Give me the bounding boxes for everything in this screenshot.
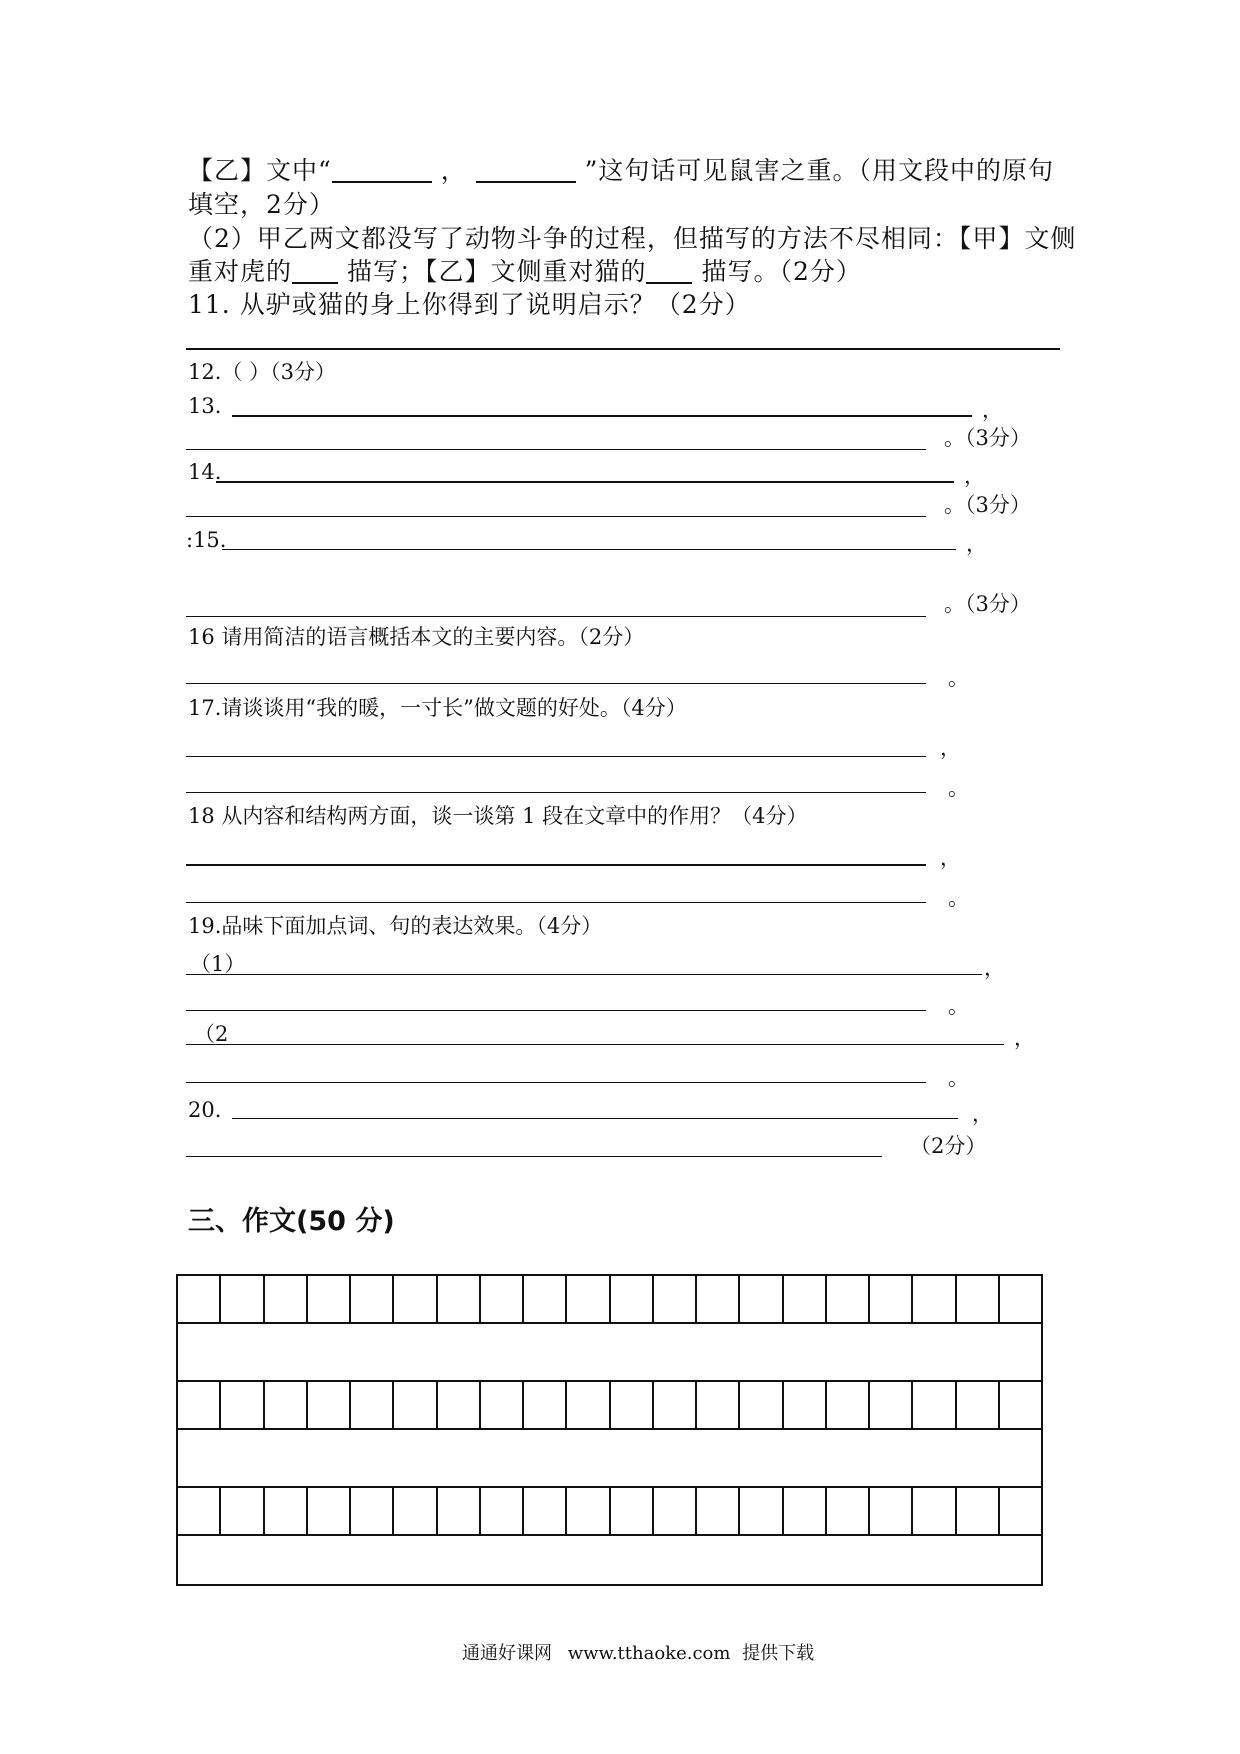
grid-cell[interactable]: [265, 1276, 308, 1322]
grid-cell[interactable]: [221, 1488, 264, 1534]
grid-cell[interactable]: [308, 1276, 351, 1322]
q17-answer-line-2[interactable]: [186, 792, 926, 793]
composition-heading: 三、作文(50 分): [188, 1206, 395, 1237]
grid-cell[interactable]: [265, 1382, 308, 1428]
q14-number: 14.: [188, 460, 222, 484]
grid-cell[interactable]: [913, 1382, 956, 1428]
grid-cell[interactable]: [654, 1276, 697, 1322]
q19-sub2-comma: ，: [1014, 1026, 1035, 1050]
q15-answer-line-2[interactable]: [186, 616, 926, 617]
q11-answer-line[interactable]: [186, 348, 1060, 350]
q18-comma: ，: [940, 846, 961, 870]
answer-blank[interactable]: [476, 181, 576, 183]
q13-number: 13.: [188, 394, 222, 418]
q19-prompt: 19.品味下面加点词、句的表达效果。（4分）: [188, 914, 603, 938]
grid-cell[interactable]: [221, 1276, 264, 1322]
grid-cell[interactable]: [697, 1488, 740, 1534]
q18-answer-line-1[interactable]: [186, 864, 926, 866]
grid-cell[interactable]: [913, 1276, 956, 1322]
grid-writing-row[interactable]: [178, 1430, 1041, 1488]
q10-text-a: 【乙】文中“: [188, 156, 332, 185]
grid-cell[interactable]: [308, 1488, 351, 1534]
q15-points: 。（3分）: [944, 592, 1031, 616]
q18-end: 。: [948, 886, 969, 910]
q19-sub2-answer-line-1[interactable]: [186, 1044, 1004, 1045]
grid-cell[interactable]: [178, 1382, 221, 1428]
grid-cell[interactable]: [524, 1382, 567, 1428]
q19-sub2-answer-line-2[interactable]: [186, 1082, 926, 1083]
q17-end: 。: [948, 776, 969, 800]
grid-cell[interactable]: [438, 1488, 481, 1534]
grid-cell[interactable]: [394, 1276, 437, 1322]
grid-cell[interactable]: [1000, 1276, 1041, 1322]
grid-cell[interactable]: [221, 1382, 264, 1428]
grid-cell[interactable]: [567, 1488, 610, 1534]
q19-sub1-answer-line-1[interactable]: [186, 974, 982, 975]
q19-sub2-end: 。: [948, 1066, 969, 1090]
grid-cell[interactable]: [740, 1276, 783, 1322]
grid-cell[interactable]: [524, 1488, 567, 1534]
grid-cell[interactable]: [611, 1488, 654, 1534]
grid-cell-row[interactable]: [178, 1382, 1041, 1430]
grid-cell[interactable]: [567, 1276, 610, 1322]
q20-answer-line-1[interactable]: [232, 1118, 958, 1119]
q15-comma: ，: [966, 532, 987, 556]
q20-comma: ，: [972, 1102, 993, 1126]
q20-answer-line-2[interactable]: [186, 1156, 882, 1157]
footer-tail: 提供下载: [742, 1643, 815, 1664]
answer-blank[interactable]: [646, 282, 692, 284]
q14-comma: ，: [964, 464, 985, 488]
grid-cell[interactable]: [827, 1382, 870, 1428]
grid-cell-row[interactable]: [178, 1488, 1041, 1536]
grid-cell[interactable]: [1000, 1382, 1041, 1428]
grid-cell[interactable]: [697, 1276, 740, 1322]
q14-answer-line-2[interactable]: [186, 516, 926, 517]
grid-cell[interactable]: [265, 1488, 308, 1534]
q19-sub1-answer-line-2[interactable]: [186, 1010, 926, 1011]
q11-prompt: 11. 从驴或猫的身上你得到了说明启示？（2分）: [188, 290, 751, 319]
grid-writing-row[interactable]: [178, 1324, 1041, 1382]
answer-blank[interactable]: [332, 181, 432, 183]
grid-cell[interactable]: [178, 1488, 221, 1534]
grid-cell[interactable]: [654, 1488, 697, 1534]
q10-p2-text-b: 描写；【乙】文侧重对猫的: [346, 257, 647, 286]
grid-cell[interactable]: [308, 1382, 351, 1428]
grid-cell[interactable]: [740, 1382, 783, 1428]
grid-cell[interactable]: [870, 1276, 913, 1322]
q19-sub1-comma: ，: [984, 956, 1005, 980]
footer-url: www.tthaoke.com: [567, 1643, 731, 1664]
q20-points: （2分）: [910, 1134, 987, 1158]
q15-number: :15.: [186, 528, 227, 552]
q14-answer-line-1[interactable]: [216, 481, 954, 483]
grid-cell[interactable]: [697, 1382, 740, 1428]
composition-grid[interactable]: [176, 1274, 1043, 1586]
grid-cell[interactable]: [394, 1382, 437, 1428]
grid-cell[interactable]: [524, 1276, 567, 1322]
grid-cell[interactable]: [957, 1276, 1000, 1322]
q17-comma: ，: [940, 736, 961, 760]
footer-site-name: 通通好课网: [462, 1643, 552, 1664]
grid-cell[interactable]: [827, 1488, 870, 1534]
q16-end: 。: [948, 666, 969, 690]
grid-cell[interactable]: [481, 1488, 524, 1534]
q10-part2-line2: [188, 259, 862, 284]
q10-text-b: ，: [440, 156, 467, 185]
grid-cell[interactable]: [654, 1382, 697, 1428]
grid-cell[interactable]: [481, 1276, 524, 1322]
grid-cell-row[interactable]: [178, 1276, 1041, 1324]
grid-cell[interactable]: [178, 1276, 221, 1322]
grid-cell[interactable]: [784, 1488, 827, 1534]
q13-comma: ，: [982, 398, 1003, 422]
grid-cell[interactable]: [611, 1382, 654, 1428]
grid-cell[interactable]: [740, 1488, 783, 1534]
grid-cell[interactable]: [784, 1382, 827, 1428]
grid-cell[interactable]: [870, 1382, 913, 1428]
grid-cell[interactable]: [438, 1276, 481, 1322]
q10-line2: 填空，2分）: [188, 190, 335, 219]
grid-cell[interactable]: [957, 1382, 1000, 1428]
q17-prompt: 17.请谈谈用“我的暖，一寸长”做文题的好处。（4分）: [188, 696, 687, 720]
grid-cell[interactable]: [611, 1276, 654, 1322]
grid-cell[interactable]: [351, 1488, 394, 1534]
grid-cell[interactable]: [913, 1488, 956, 1534]
q10-line1: [188, 158, 1054, 183]
q14-points: 。（3分）: [944, 493, 1031, 517]
grid-cell[interactable]: [784, 1276, 827, 1322]
grid-cell[interactable]: [870, 1488, 913, 1534]
q19-sub2-label: （2: [194, 1022, 229, 1046]
q19-sub1-end: 。: [948, 994, 969, 1018]
q13-answer-line-2[interactable]: [186, 449, 926, 450]
q12-prompt: 12.（ ）（3分）: [188, 360, 336, 384]
grid-cell[interactable]: [351, 1382, 394, 1428]
grid-cell[interactable]: [957, 1488, 1000, 1534]
q13-answer-line-1[interactable]: [232, 415, 972, 417]
q16-prompt: 16 请用简洁的语言概括本文的主要内容。（2分）: [188, 625, 645, 649]
page-footer: [462, 1645, 814, 1663]
q15-answer-line-1[interactable]: [222, 549, 956, 550]
grid-cell[interactable]: [567, 1382, 610, 1428]
grid-cell[interactable]: [438, 1382, 481, 1428]
q18-prompt: 18 从内容和结构两方面，谈一谈第 1 段在文章中的作用？（4分）: [188, 804, 808, 828]
q10-p2-text-a: 重对虎的: [188, 257, 293, 286]
grid-cell[interactable]: [827, 1276, 870, 1322]
q18-answer-line-2[interactable]: [186, 902, 926, 903]
grid-cell[interactable]: [394, 1488, 437, 1534]
q13-points: 。（3分）: [944, 426, 1031, 450]
grid-cell[interactable]: [351, 1276, 394, 1322]
q19-sub1-label: （1）: [190, 952, 246, 976]
grid-cell[interactable]: [1000, 1488, 1041, 1534]
grid-writing-row[interactable]: [178, 1536, 1041, 1584]
q10-p2-text-c: 描写。（2分）: [701, 257, 862, 286]
q10-part2-line1: （2）甲乙两文都没写了动物斗争的过程，但描写的方法不尽相同：【甲】文侧: [188, 224, 1077, 253]
q20-number: 20.: [188, 1098, 222, 1122]
grid-cell[interactable]: [481, 1382, 524, 1428]
q16-answer-line[interactable]: [186, 683, 926, 684]
q10-text-c: ”这句话可见鼠害之重。（用文段中的原句: [584, 156, 1054, 185]
q17-answer-line-1[interactable]: [186, 756, 926, 757]
answer-blank[interactable]: [292, 282, 338, 284]
